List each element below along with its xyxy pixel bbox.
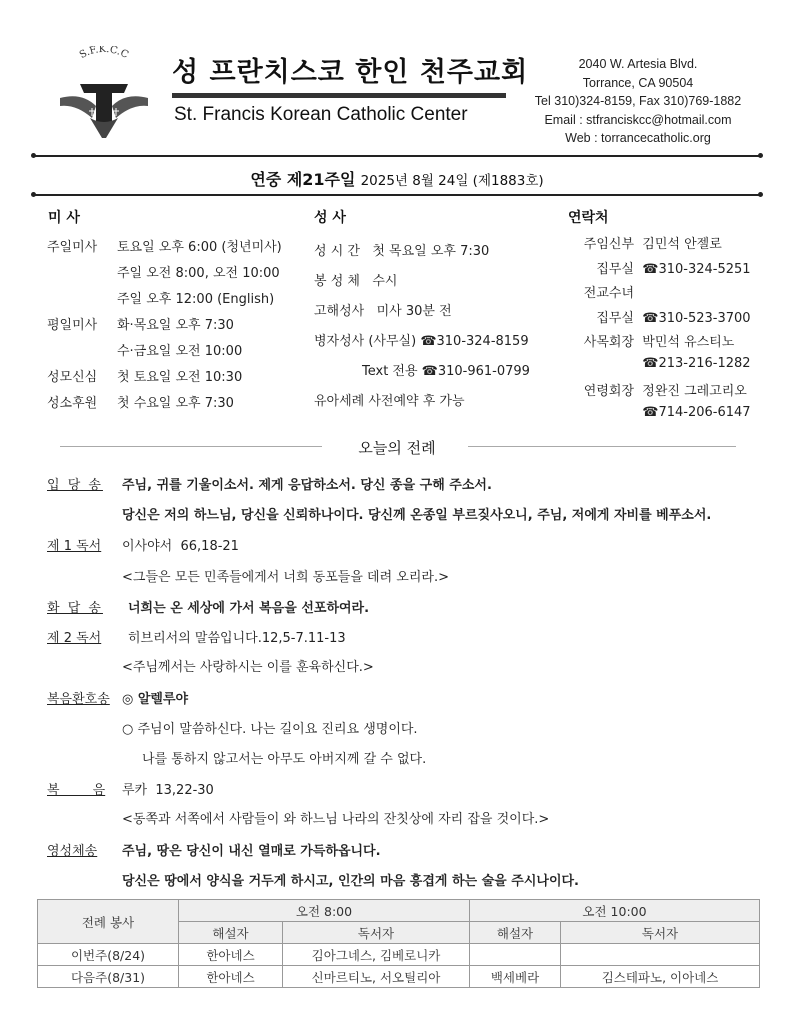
mass-row	[47, 262, 282, 288]
mass-row-value: 주일 오후 12:00 (English)	[117, 292, 275, 307]
alleluia-label: 복음환호송	[47, 692, 110, 707]
table-corner: 전례 봉사	[38, 900, 179, 944]
table-cell: 신마르티노, 서오틸리아	[283, 966, 470, 988]
commentator-header: 해설자	[470, 922, 561, 944]
email-line: Email : stfranciskcc@hotmail.com	[544, 112, 732, 127]
contact-label: 집무실	[596, 310, 634, 326]
mass-row	[47, 366, 282, 392]
contact-row	[568, 307, 751, 332]
contacts-list	[568, 233, 751, 429]
gospel-summary: <동쪽과 서쪽에서 사람들이 와 하느님 나라의 잔칫상에 자리 잡을 것이다.>	[122, 812, 550, 827]
sacrament-row: 봉 성 체 수시	[314, 274, 398, 289]
table-row	[38, 900, 760, 922]
contact-label: 전교수녀	[583, 286, 634, 301]
divider	[33, 194, 761, 196]
entrance-text: 주님, 귀를 기울이소서. 제게 응답하소서. 당신 종을 구해 주소서.	[122, 478, 492, 493]
mass-row-value: 토요일 오후 6:00 (청년미사)	[117, 240, 282, 255]
mass-row	[47, 314, 282, 340]
mass-schedule	[47, 236, 282, 418]
phone-line: Tel 310)324-8159, Fax 310)769-1882	[534, 94, 742, 108]
gospel-label: 복 음	[47, 783, 106, 798]
divider	[33, 155, 761, 157]
mass-row-value: 화·목요일 오후 7:30	[117, 318, 234, 333]
contacts-heading: 연락처	[568, 210, 609, 226]
second-reading: 히브리서의 말씀입니다.12,5-7.11-13	[128, 631, 346, 646]
sacrament-row: Text 전용 ☎310-961-0799	[362, 364, 530, 379]
contact-value: ☎213-216-1282	[642, 355, 751, 371]
gospel-reading: 루카 13,22-30	[122, 783, 214, 798]
alleluia-verse: ○ 주님이 말씀하신다. 나는 길이요 진리요 생명이다.	[122, 722, 418, 737]
liturgy-heading: 오늘의 전례	[358, 439, 436, 457]
contact-value: ☎714-206-6147	[642, 404, 751, 420]
mass-row-value: 첫 토요일 오전 10:30	[117, 370, 243, 385]
reader-header: 독서자	[283, 922, 470, 944]
sacraments-list	[314, 240, 530, 420]
divider-dot	[31, 192, 36, 197]
contact-value: 정완진 그레고리오	[642, 384, 747, 399]
psalm-label: 화 답 송	[47, 601, 103, 616]
contact-row	[568, 356, 751, 381]
contact-label: 집무실	[596, 261, 634, 277]
week-title: 연중 제21주일	[250, 170, 356, 189]
second-reading-summary: <주님께서는 사랑하시는 이를 훈육하신다.>	[122, 660, 374, 675]
reader-header: 독서자	[561, 922, 760, 944]
table-cell-week: 다음주(8/31)	[38, 966, 179, 988]
contact-address-block	[520, 55, 756, 148]
alleluia-verse: 나를 통하지 않고서는 아무도 아버지께 갈 수 없다.	[142, 752, 427, 767]
table-cell-week: 이번주(8/24)	[38, 944, 179, 966]
contact-row	[568, 331, 751, 356]
contact-label: 연령회장	[583, 384, 634, 399]
contact-row	[568, 405, 751, 430]
first-reading-summary: <그들은 모든 민족들에게서 너희 동포들을 데려 오리라.>	[122, 570, 449, 585]
title-underline	[172, 93, 506, 98]
table-cell: 한아네스	[179, 944, 283, 966]
mass-row-label: 평일미사	[47, 318, 98, 333]
table-cell: 김아그네스, 김베로니카	[283, 944, 470, 966]
contact-value: ☎310-523-3700	[642, 310, 751, 326]
table-row	[38, 966, 760, 988]
table-row	[38, 944, 760, 966]
parish-title-korean: 성 프란치스코 한인 천주교회	[172, 57, 529, 88]
psalm-text: 너희는 온 세상에 가서 복음을 선포하여라.	[128, 601, 370, 616]
mass-row	[47, 288, 282, 314]
first-reading: 이사야서 66,18-21	[122, 539, 239, 554]
mass-row-label: 성모신심	[47, 370, 98, 385]
address-line: 2040 W. Artesia Blvd.	[578, 57, 698, 71]
mass-heading: 미 사	[48, 210, 80, 226]
service-roster-table	[37, 899, 760, 988]
mass-row	[47, 392, 282, 418]
table-cell: 백세베라	[470, 966, 561, 988]
contact-row	[568, 282, 751, 307]
entrance-label: 입 당 송	[47, 478, 103, 493]
entrance-text: 당신은 저의 하느님, 당신을 신뢰하나이다. 당신께 온종일 부르짖사오니, 주님, 저에게 자비를 베푸소서.	[122, 508, 712, 523]
web-line: Web : torrancecatholic.org	[565, 131, 711, 145]
divider-dot	[758, 192, 763, 197]
sacrament-row: 병자성사 (사무실) ☎310-324-8159	[314, 334, 529, 349]
table-cell	[561, 944, 760, 966]
sacrament-row: 유아세례 사전예약 후 가능	[314, 394, 465, 409]
alleluia-text: ◎ 알렐루야	[122, 692, 189, 707]
mass-10-header: 오전 10:00	[470, 900, 760, 922]
address-line: Torrance, CA 90504	[582, 75, 694, 90]
mass-row	[47, 236, 282, 262]
commentator-header: 해설자	[179, 922, 283, 944]
sacrament-row: 고해성사 미사 30분 전	[314, 304, 452, 319]
first-reading-label: 제 1 독서	[47, 539, 102, 554]
communion-text: 당신은 땅에서 양식을 거두게 하시고, 인간의 마음 흥겹게 하는 술을 주시나이다.	[122, 874, 579, 889]
week-date: 2025년 8월 24일 (제1883호)	[360, 173, 544, 189]
table-cell: 한아네스	[179, 966, 283, 988]
mass-row	[47, 340, 282, 366]
mass-row-label: 성소후원	[47, 396, 98, 411]
logo-arc-text: S.F.K.C.C	[77, 46, 131, 62]
table-cell: 김스테파노, 이아네스	[561, 966, 760, 988]
communion-text: 주님, 땅은 당신이 내신 열매로 가득하옵니다.	[122, 844, 381, 859]
mass-row-value: 수·금요일 오전 10:00	[117, 344, 243, 359]
contact-row	[568, 233, 751, 258]
contact-label: 사목회장	[583, 335, 634, 350]
sacraments-heading: 성 사	[314, 210, 346, 226]
contact-row	[568, 258, 751, 283]
contact-value: ☎310-324-5251	[642, 261, 751, 277]
divider-dot	[758, 153, 763, 158]
mass-row-value: 첫 수요일 오후 7:30	[117, 396, 234, 411]
contact-row	[568, 380, 751, 405]
mass-row-value: 주일 오전 8:00, 오전 10:00	[117, 266, 280, 281]
mass-row-label: 주일미사	[47, 240, 98, 255]
week-banner	[0, 167, 794, 190]
sacrament-row: 성 시 간 첫 목요일 오후 7:30	[314, 244, 490, 259]
mass-8-header: 오전 8:00	[179, 900, 470, 922]
divider-dot	[31, 153, 36, 158]
table-cell	[470, 944, 561, 966]
contact-value: 박민석 유스티노	[642, 335, 735, 350]
parish-title-english: St. Francis Korean Catholic Center	[174, 104, 468, 125]
contact-label: 주임신부	[583, 237, 634, 252]
second-reading-label: 제 2 독서	[47, 631, 102, 646]
parish-logo	[52, 46, 156, 144]
contact-value: 김민석 안젤로	[642, 237, 722, 252]
communion-label: 영성체송	[47, 844, 98, 859]
